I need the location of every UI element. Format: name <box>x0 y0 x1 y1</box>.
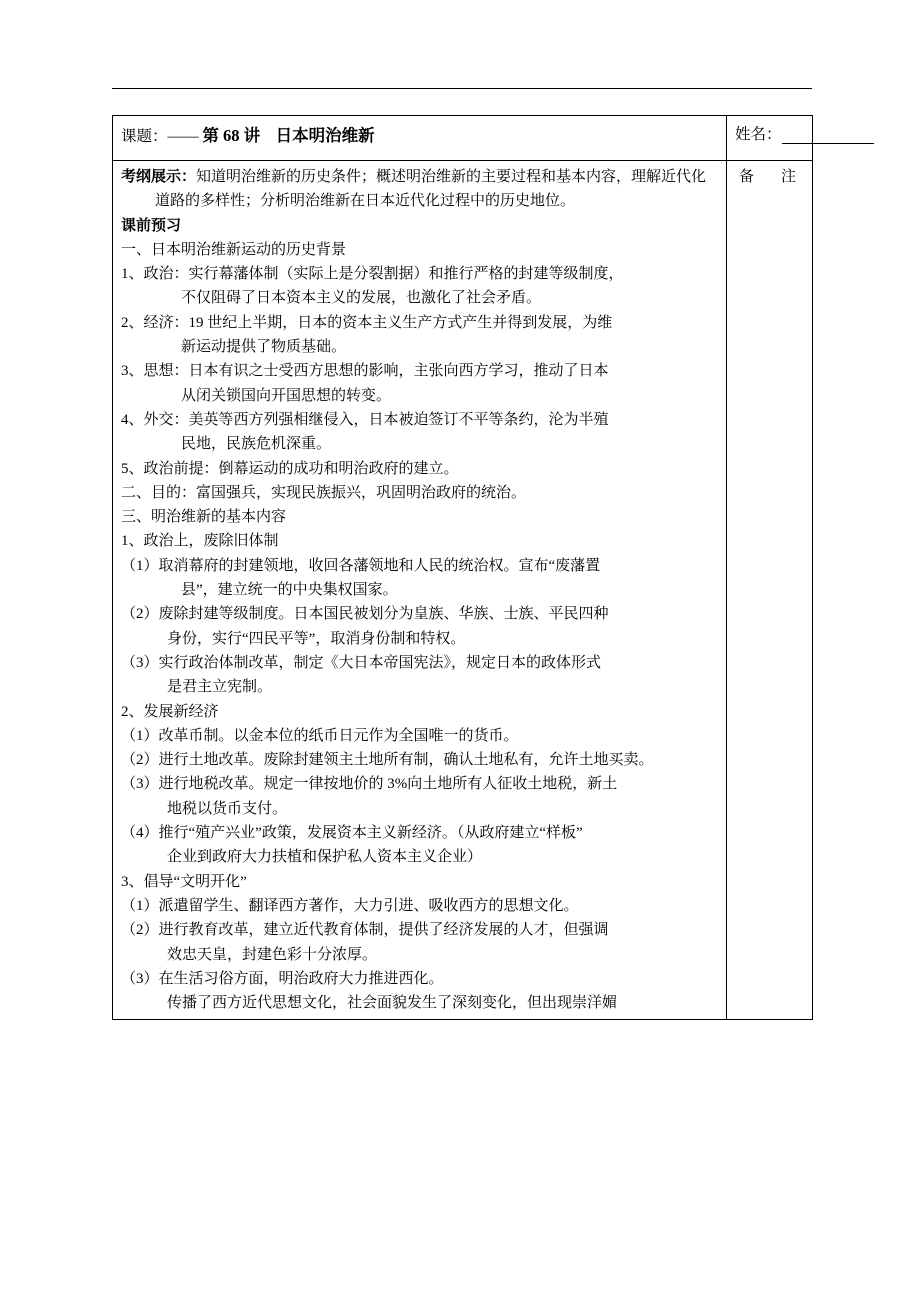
note-column-label: 备 注 <box>738 169 802 185</box>
section-item-line: （3）在生活习俗方面，明治政府大力推进西化。 <box>121 970 444 987</box>
section-item-line: 2、发展新经济 <box>121 703 219 720</box>
section-item-line: 2、经济：19 世纪上半期，日本的资本主义生产方式产生并得到发展，为维 <box>121 314 613 331</box>
section-item-line: （2）进行教育改革，建立近代教育体制，提供了经济发展的人才，但强调 <box>121 922 609 939</box>
section-heading: 一、日本明治维新运动的历史背景 <box>121 241 347 258</box>
section-item-line: 新运动提供了物质基础。 <box>181 339 347 356</box>
subject-label: 课题：—— <box>121 128 199 145</box>
section-item-line: 身份，实行“四民平等”，取消身份制和特权。 <box>167 630 466 647</box>
header-rule <box>112 88 812 89</box>
section-item-line: 不仅阻碍了日本资本主义的发展，也激化了社会矛盾。 <box>181 290 542 307</box>
section-item-line: 传播了西方近代思想文化，社会面貌发生了深刻变化，但出现崇洋媚 <box>167 995 618 1012</box>
outline-paragraph <box>121 165 720 214</box>
section-item-line: （1）取消幕府的封建领地，收回各藩领地和人民的统治权。宣布“废藩置 <box>121 557 601 574</box>
section-item-line: 4、外交：美英等西方列强相继侵入，日本被迫签订不平等条约，沦为半殖 <box>121 411 609 428</box>
note-column <box>727 161 813 1020</box>
section-item-line: 3、思想：日本有识之士受西方思想的影响，主张向西方学习，推动了日本 <box>121 363 609 380</box>
section-item-line: （3）进行地税改革。规定一律按地价的 3%向土地所有人征收土地税，新土 <box>121 776 618 793</box>
section-item-line: 1、政治：实行幕藩体制（实际上是分裂割据）和推行严格的封建等级制度， <box>121 266 624 283</box>
section-item-line: 民地，民族危机深重。 <box>181 436 332 453</box>
lesson-title: 日本明治维新 <box>275 126 375 145</box>
section-item-line: （1）派遣留学生、翻译西方著作，大力引进、吸收西方的思想文化。 <box>121 897 579 914</box>
section-item-line: （1）改革币制。以金本位的纸币日元作为全国唯一的货币。 <box>121 727 519 744</box>
section-item-line: 地税以货币支付。 <box>167 800 288 817</box>
section-item-line: 效忠天皇，封建色彩十分浓厚。 <box>167 946 378 963</box>
section-item-line: 企业到政府大力扶植和保护私人资本主义企业） <box>167 849 483 866</box>
name-label: 姓名： <box>735 126 782 143</box>
name-cell <box>727 116 813 161</box>
section-item-line: （4）推行“殖产兴业”政策，发展资本主义新经济。（从政府建立“样板” <box>121 825 583 842</box>
body-cell <box>113 161 727 1020</box>
name-blank-line <box>782 129 874 144</box>
section-item-line: 1、政治上，废除旧体制 <box>121 533 279 550</box>
section-item-line: 县”，建立统一的中央集权国家。 <box>181 582 398 599</box>
section-item-line: 3、倡导“文明开化” <box>121 873 247 890</box>
preview-heading: 课前预习 <box>121 217 182 234</box>
title-row <box>113 116 813 161</box>
section-item-line: （2）进行土地改革。废除封建领主土地所有制，确认土地私有，允许土地买卖。 <box>121 752 654 769</box>
lesson-number: 第 68 讲 <box>202 126 261 145</box>
worksheet-table <box>112 115 813 1020</box>
outline-text: 知道明治维新的历史条件；概述明治维新的主要过程和基本内容，理解近代化道路的多样性；分析明治维新在日本近代化过程中的历史地位。 <box>155 169 707 210</box>
section-heading: 二、目的：富国强兵，实现民族振兴，巩固明治政府的统治。 <box>121 484 527 501</box>
section-item-line: 是君主立宪制。 <box>167 679 273 696</box>
section-item-line: 5、政治前提：倒幕运动的成功和明治政府的建立。 <box>121 460 459 477</box>
title-cell <box>113 116 727 161</box>
section-heading: 三、明治维新的基本内容 <box>121 509 287 526</box>
body-row <box>113 161 813 1020</box>
section-item-line: 从闭关锁国向开国思想的转变。 <box>181 387 392 404</box>
section-item-line: （2）废除封建等级制度。日本国民被划分为皇族、华族、士族、平民四种 <box>121 606 609 623</box>
outline-label: 考纲展示： <box>121 169 197 185</box>
section-item-line: （3）实行政治体制改革，制定《大日本帝国宪法》，规定日本的政体形式 <box>121 654 602 671</box>
